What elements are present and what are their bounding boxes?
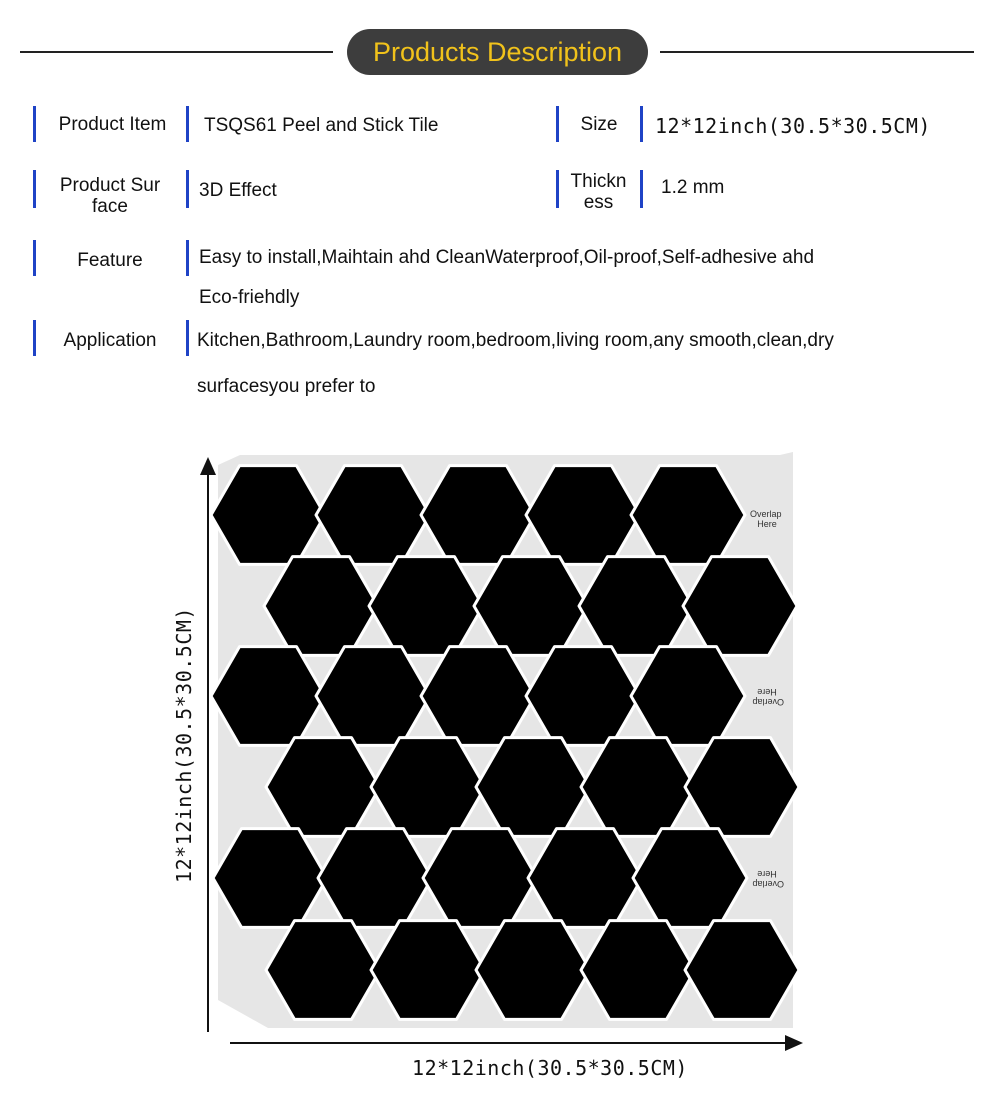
thickness-value: 1.2 mm — [661, 177, 725, 198]
feature-value-line1: Easy to install,Maihtain ahd CleanWaterproof,Oil-proof,Self-adhesive ahd — [199, 247, 815, 268]
surface-label-line2: face — [92, 196, 128, 217]
thickness-label-line1: Thickn — [570, 171, 627, 192]
overlap-label-bottom: Overlap Here — [752, 869, 785, 889]
hexagon-tiles-group — [211, 466, 799, 1020]
product-item-value: TSQS61 Peel and Stick Tile — [204, 115, 439, 136]
size-label: Size — [580, 114, 618, 135]
application-value-line2: surfacesyou prefer to — [197, 376, 376, 397]
product-item-label: Product Item — [58, 114, 167, 135]
feature-value-line2: Eco-friehdly — [199, 287, 300, 308]
height-dimension-label: 12*12inch(30.5*30.5CM) — [172, 607, 196, 883]
application-label: Application — [63, 330, 157, 351]
section-title-text: Products Description — [372, 36, 623, 67]
width-dimension-label: 12*12inch(30.5*30.5CM) — [412, 1056, 688, 1080]
overlap-label-top: Overlap Here — [749, 509, 782, 529]
size-value: 12*12inch(30.5*30.5CM) — [655, 114, 931, 138]
surface-value: 3D Effect — [199, 180, 277, 201]
application-value-line1: Kitchen,Bathroom,Laundry room,bedroom,living room,any smooth,clean,dry — [197, 330, 834, 351]
thickness-label-line2: ess — [583, 192, 614, 213]
surface-label-line1: Product Sur — [59, 175, 161, 196]
feature-label: Feature — [77, 250, 143, 271]
overlap-label-middle: Overlap Here — [752, 687, 785, 707]
